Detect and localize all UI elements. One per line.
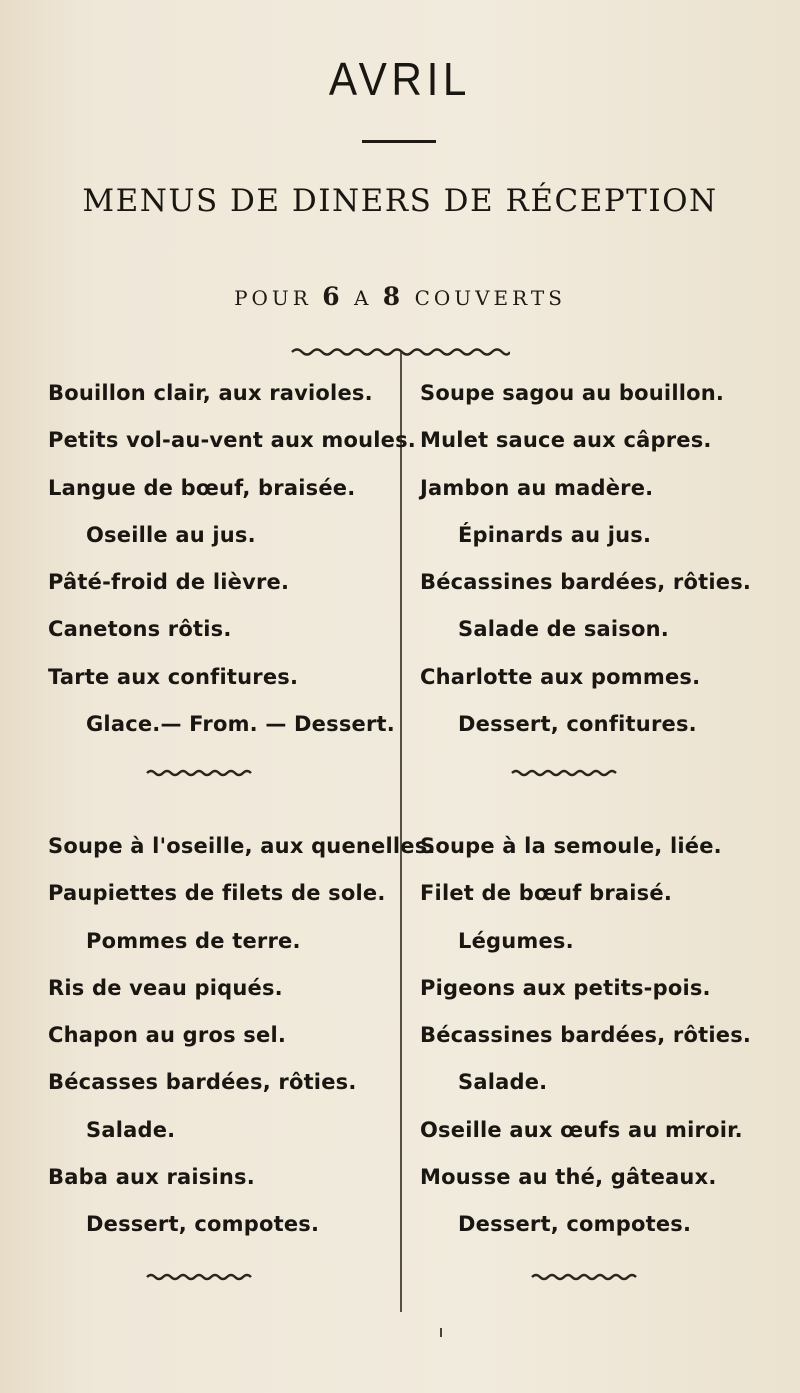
print-mark [440, 1328, 442, 1337]
menu-item: Paupiettes de filets de sole. [48, 881, 386, 906]
menu-item: Glace.— From. — Dessert. [86, 712, 395, 737]
menu-item: Salade. [86, 1117, 176, 1142]
menu-item: Filet de bœuf braisé. [420, 881, 673, 906]
menu-item: Langue de bœuf, braisée. [48, 475, 356, 500]
menu-item: Charlotte aux pommes. [420, 664, 701, 689]
month-heading: AVRIL [328, 53, 472, 105]
menu-3 [48, 823, 436, 1249]
menu-4 [420, 823, 751, 1249]
menu-2 [420, 370, 751, 748]
menu-item: Épinards au jus. [458, 522, 652, 547]
heading-rule [362, 140, 436, 143]
menu-item: Bouillon clair, aux ravioles. [48, 381, 373, 405]
menu-item: Petits vol-au-vent aux moules. [48, 428, 416, 453]
ornament-squiggle-right [510, 768, 620, 778]
menu-item: Mousse au thé, gâteaux. [420, 1165, 717, 1190]
menu-item: Tarte aux confitures. [48, 664, 299, 689]
menu-item: Bécassines bardées, rôties. [420, 570, 752, 595]
menu-item: Pigeons aux petits-pois. [420, 975, 711, 1000]
ornament-squiggle-bottom-right [530, 1272, 640, 1282]
menu-item: Bécasses bardées, rôties. [48, 1070, 357, 1095]
subtitle-max-guests: 8 [382, 282, 405, 311]
page-subtitle [0, 282, 800, 311]
ornament-squiggle-left [145, 768, 255, 778]
menu-item: Bécassines bardées, rôties. [420, 1023, 752, 1048]
menu-item: Oseille au jus. [86, 522, 256, 547]
menu-item: Soupe sagou au bouillon. [420, 381, 725, 405]
menu-item: Canetons rôtis. [48, 617, 232, 642]
subtitle-couverts: COUVERTS [414, 286, 566, 310]
menu-item: Dessert, compotes. [86, 1212, 320, 1237]
menu-1 [48, 370, 416, 748]
menu-item: Soupe à l'oseille, aux quenelles. [48, 834, 436, 858]
menu-item: Pommes de terre. [86, 928, 301, 953]
menu-item: Salade. [458, 1070, 548, 1095]
menu-item: Mulet sauce aux câpres. [420, 428, 712, 453]
subtitle-min-guests: 6 [322, 282, 344, 311]
menu-item: Oseille aux œufs au miroir. [420, 1117, 743, 1142]
menu-item: Chapon au gros sel. [48, 1023, 287, 1048]
menu-item: Jambon au madère. [420, 475, 654, 500]
menu-item: Légumes. [458, 928, 574, 953]
menu-item: Soupe à la semoule, liée. [420, 834, 722, 858]
menu-item: Pâté-froid de lièvre. [48, 570, 290, 595]
menu-item: Dessert, compotes. [458, 1212, 692, 1237]
menu-item: Salade de saison. [458, 617, 669, 642]
subtitle-a: A [353, 286, 373, 310]
menu-item: Baba aux raisins. [48, 1165, 255, 1190]
page-title: MENUS DE DINERS DE RÉCEPTION [82, 183, 718, 219]
subtitle-pour: POUR [234, 286, 312, 310]
menu-item: Ris de veau piqués. [48, 975, 283, 1000]
ornament-squiggle-bottom-left [145, 1272, 255, 1282]
menu-item: Dessert, confitures. [458, 712, 697, 737]
